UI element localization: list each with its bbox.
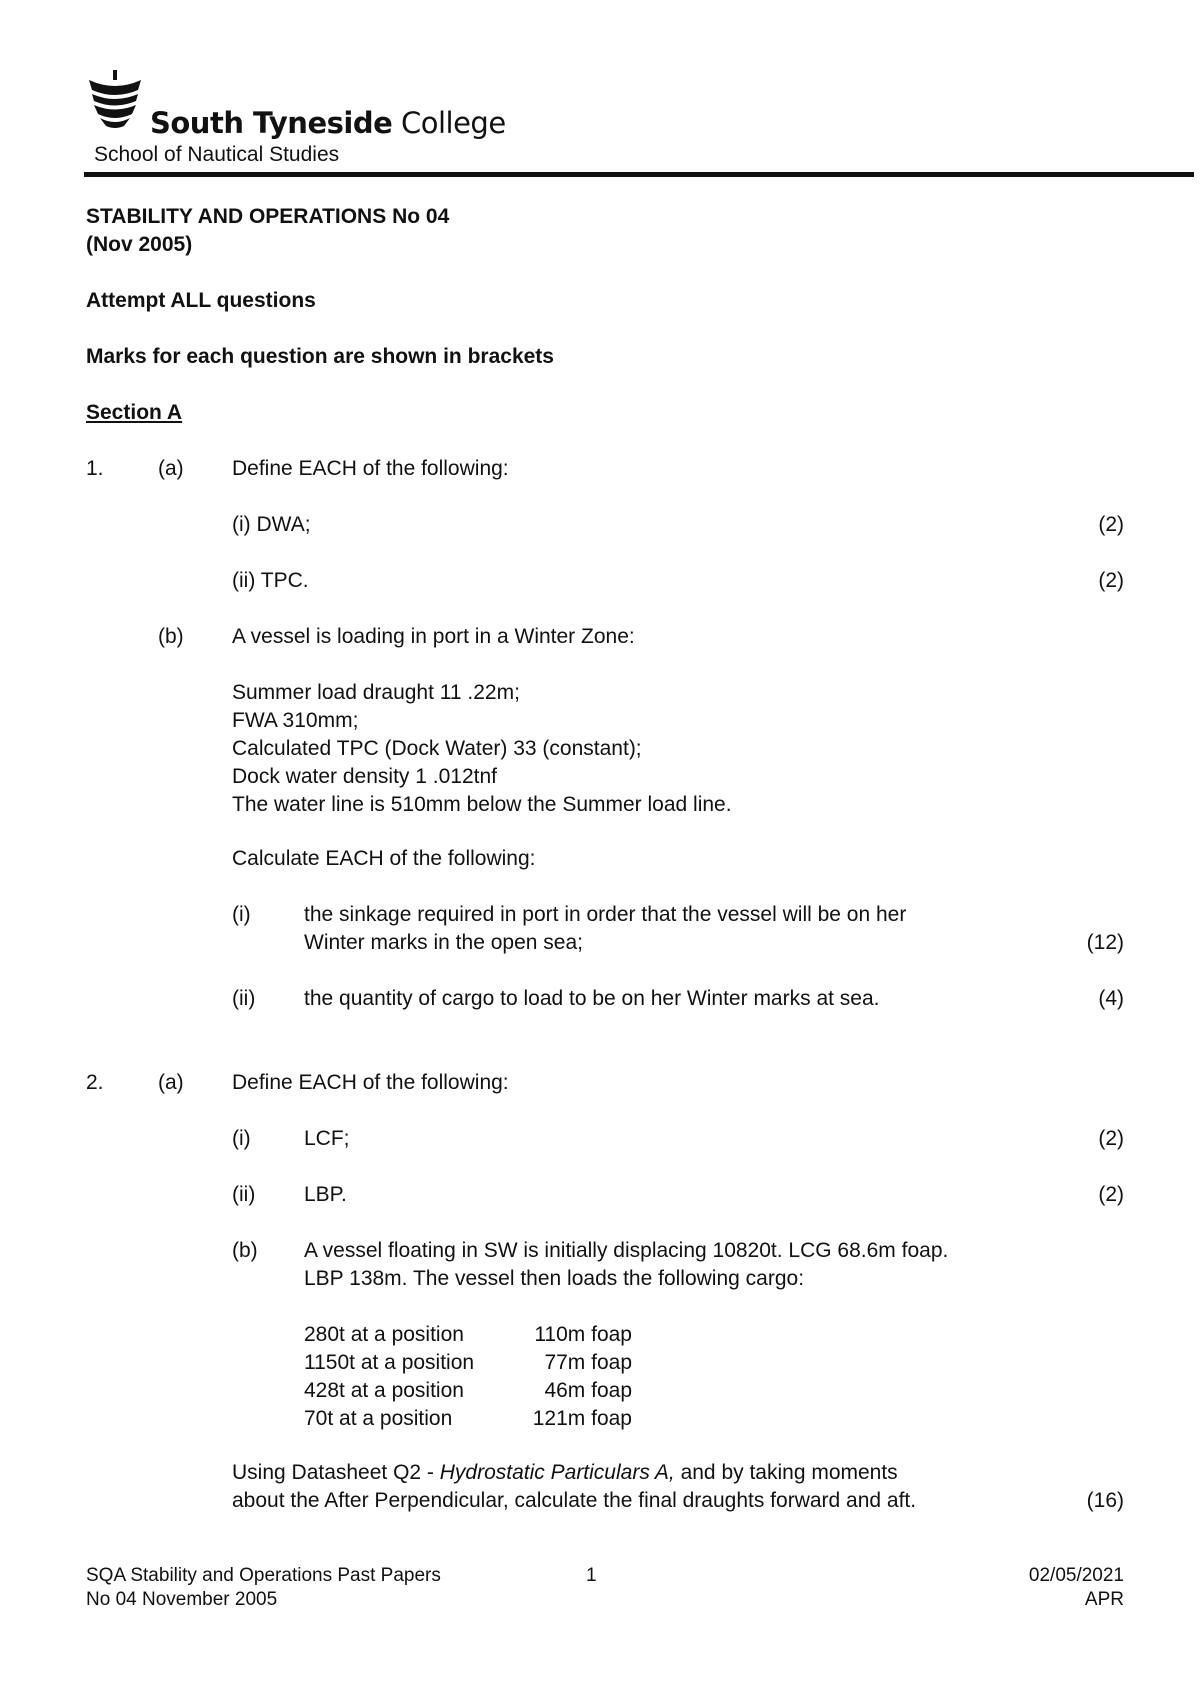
q1-b-ii-marks: (4) (1098, 987, 1124, 1010)
cargo-weight: 1150t at a position (304, 1351, 475, 1374)
college-name-bold: South Tyneside (150, 106, 393, 140)
q1-a-ii-marks: (2) (1098, 569, 1124, 592)
q1-b-data-line: FWA 310mm; (232, 709, 359, 732)
instruction-attempt: Attempt ALL questions (86, 289, 316, 312)
q1-a-label: (a) (158, 457, 184, 480)
section-heading: Section A (86, 401, 183, 424)
q1-b-text: A vessel is loading in port in a Winter Zone: (232, 625, 635, 648)
college-logo (84, 70, 146, 138)
q1-b-i-line1: the sinkage required in port in order that the vessel will be on her (304, 903, 907, 926)
header-rule (84, 172, 1194, 177)
q1-number: 1. (86, 457, 104, 480)
q1-b-i-label: (i) (232, 903, 251, 926)
footer-left-line2: No 04 November 2005 (86, 1589, 278, 1610)
footer-page-number: 1 (586, 1565, 597, 1586)
q2-b-line2: LBP 138m. The vessel then loads the following cargo: (304, 1267, 805, 1290)
q1-b-i-marks: (12) (1086, 931, 1124, 954)
cargo-weight: 428t at a position (304, 1379, 464, 1402)
college-name (150, 106, 506, 140)
q1-b-i-line2: Winter marks in the open sea; (304, 931, 583, 954)
q2-a-i-marks: (2) (1098, 1127, 1124, 1150)
ship-crest-icon (84, 70, 146, 132)
q1-b-data-line: The water line is 510mm below the Summer load line. (232, 793, 732, 816)
q2-using-suffix: and by taking moments (674, 1461, 898, 1484)
q1-b-ii-text: the quantity of cargo to load to be on her Winter marks at sea. (304, 987, 880, 1010)
cargo-row (304, 1377, 632, 1405)
q1-b-data (232, 679, 732, 819)
cargo-weight: 70t at a position (304, 1407, 453, 1430)
instruction-marks: Marks for each question are shown in brackets (86, 345, 554, 368)
q2-a-ii-text: LBP. (304, 1183, 347, 1206)
q2-a-ii-label: (ii) (232, 1183, 256, 1206)
cargo-position: 46m foap (544, 1379, 632, 1402)
q2-b-line1: A vessel floating in SW is initially displacing 10820t. LCG 68.6m foap. (304, 1239, 949, 1262)
q2-using-datasheet: Hydrostatic Particulars A, (439, 1461, 675, 1484)
q1-a-i: (i) DWA; (232, 513, 311, 536)
exam-date: (Nov 2005) (86, 233, 193, 256)
cargo-row (304, 1405, 632, 1433)
q2-a-i-label: (i) (232, 1127, 251, 1150)
q1-b-data-line: Dock water density 1 .012tnf (232, 765, 497, 788)
q1-b-data-line: Summer load draught 11 .22m; (232, 681, 520, 704)
cargo-table (304, 1321, 632, 1433)
q2-a-text: Define EACH of the following: (232, 1071, 509, 1094)
q1-a-i-marks: (2) (1098, 513, 1124, 536)
q2-a-ii-marks: (2) (1098, 1183, 1124, 1206)
q2-number: 2. (86, 1071, 104, 1094)
q1-b-label: (b) (158, 625, 184, 648)
q2-a-label: (a) (158, 1071, 184, 1094)
school-name: School of Nautical Studies (94, 143, 340, 166)
q1-b-ii-label: (ii) (232, 987, 256, 1010)
q2-a-i-text: LCF; (304, 1127, 350, 1150)
exam-title: STABILITY AND OPERATIONS No 04 (86, 205, 450, 228)
cargo-position: 110m foap (534, 1323, 632, 1346)
q2-using-marks: (16) (1086, 1489, 1124, 1512)
cargo-row (304, 1349, 632, 1377)
q1-b-data-line: Calculated TPC (Dock Water) 33 (constant); (232, 737, 642, 760)
q2-using-line1 (232, 1461, 898, 1485)
footer-left-line1: SQA Stability and Operations Past Papers (86, 1565, 441, 1586)
cargo-weight: 280t at a position (304, 1323, 464, 1346)
q1-a-text: Define EACH of the following: (232, 457, 509, 480)
college-name-regular: College (400, 106, 506, 140)
footer-date: 02/05/2021 (1028, 1565, 1124, 1586)
q2-using-line2: about the After Perpendicular, calculate the final draughts forward and aft. (232, 1489, 917, 1512)
q1-a-ii: (ii) TPC. (232, 569, 309, 592)
q2-using-prefix: Using Datasheet Q2 - (232, 1461, 440, 1484)
cargo-position: 121m foap (532, 1407, 632, 1430)
cargo-position: 77m foap (544, 1351, 632, 1374)
cargo-row (304, 1321, 632, 1349)
q2-b-label: (b) (232, 1239, 258, 1262)
q1-b-calc: Calculate EACH of the following: (232, 847, 536, 870)
footer-code: APR (1084, 1589, 1124, 1610)
